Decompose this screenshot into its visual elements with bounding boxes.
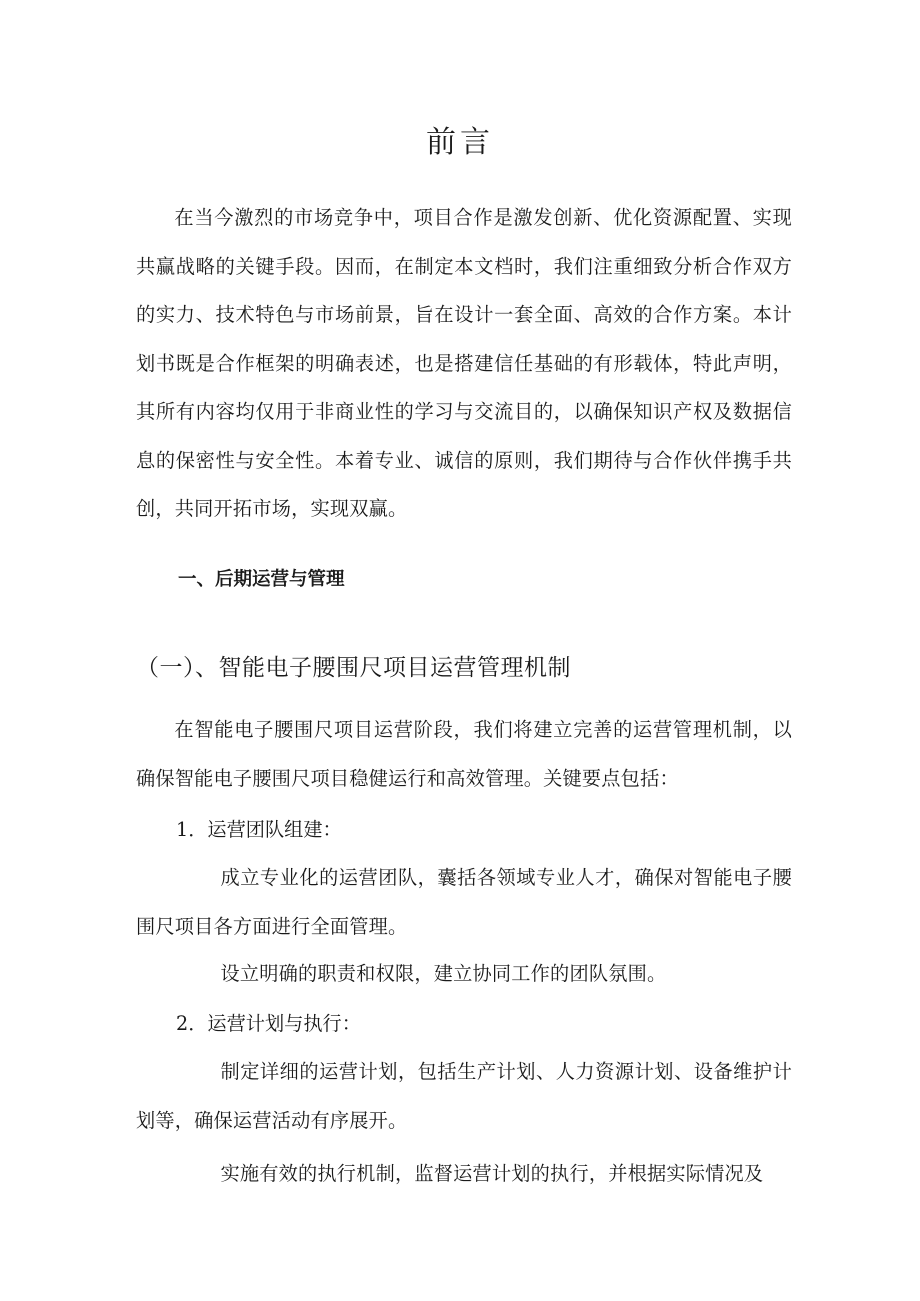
item-paragraph: 成立专业化的运营团队，囊括各领域专业人才，确保对智能电子腰围尺项目各方面进行全面管理。 [136,866,792,938]
intro-paragraph: 在智能电子腰围尺项目运营阶段，我们将建立完善的运营管理机制，以确保智能电子腰围尺项目稳健运行和高效管理。关键要点包括： [136,718,792,790]
preface-paragraph: 在当今激烈的市场竞争中，项目合作是激发创新、优化资源配置、实现共赢战略的关键手段。因而，在制定本文档时，我们注重细致分析合作双方的实力、技术特色与市场前景，旨在设计一套全面、高效的合作方案。本计划书既是合作框架的明确表述，也是搭建信任基础的有形载体，特此声明，其所有内容均仅用于非商业性的学习与交流目的，以确保知识产权及数据信息的保密性与安全性。本着专业、诚信的原则，我们期待与合作伙伴携手共创，共同开拓市场，实现双赢。 [136,206,792,520]
item-paragraph: 实施有效的执行机制，监督运营计划的执行，并根据实际情况及 [220,1162,764,1185]
item-paragraph: 制定详细的运营计划，包括生产计划、人力资源计划、设备维护计划等，确保运营活动有序展开。 [136,1060,792,1132]
section-heading: 一、后期运营与管理 [178,569,345,590]
item-heading: 1．运营团队组建： [176,818,342,841]
page-title: 前言 [426,125,494,160]
subsection-heading: （一）、智能电子腰围尺项目运营管理机制 [136,655,571,681]
item-paragraph: 设立明确的职责和权限，建立协同工作的团队氛围。 [220,962,667,985]
item-heading: 2．运营计划与执行： [176,1012,361,1035]
